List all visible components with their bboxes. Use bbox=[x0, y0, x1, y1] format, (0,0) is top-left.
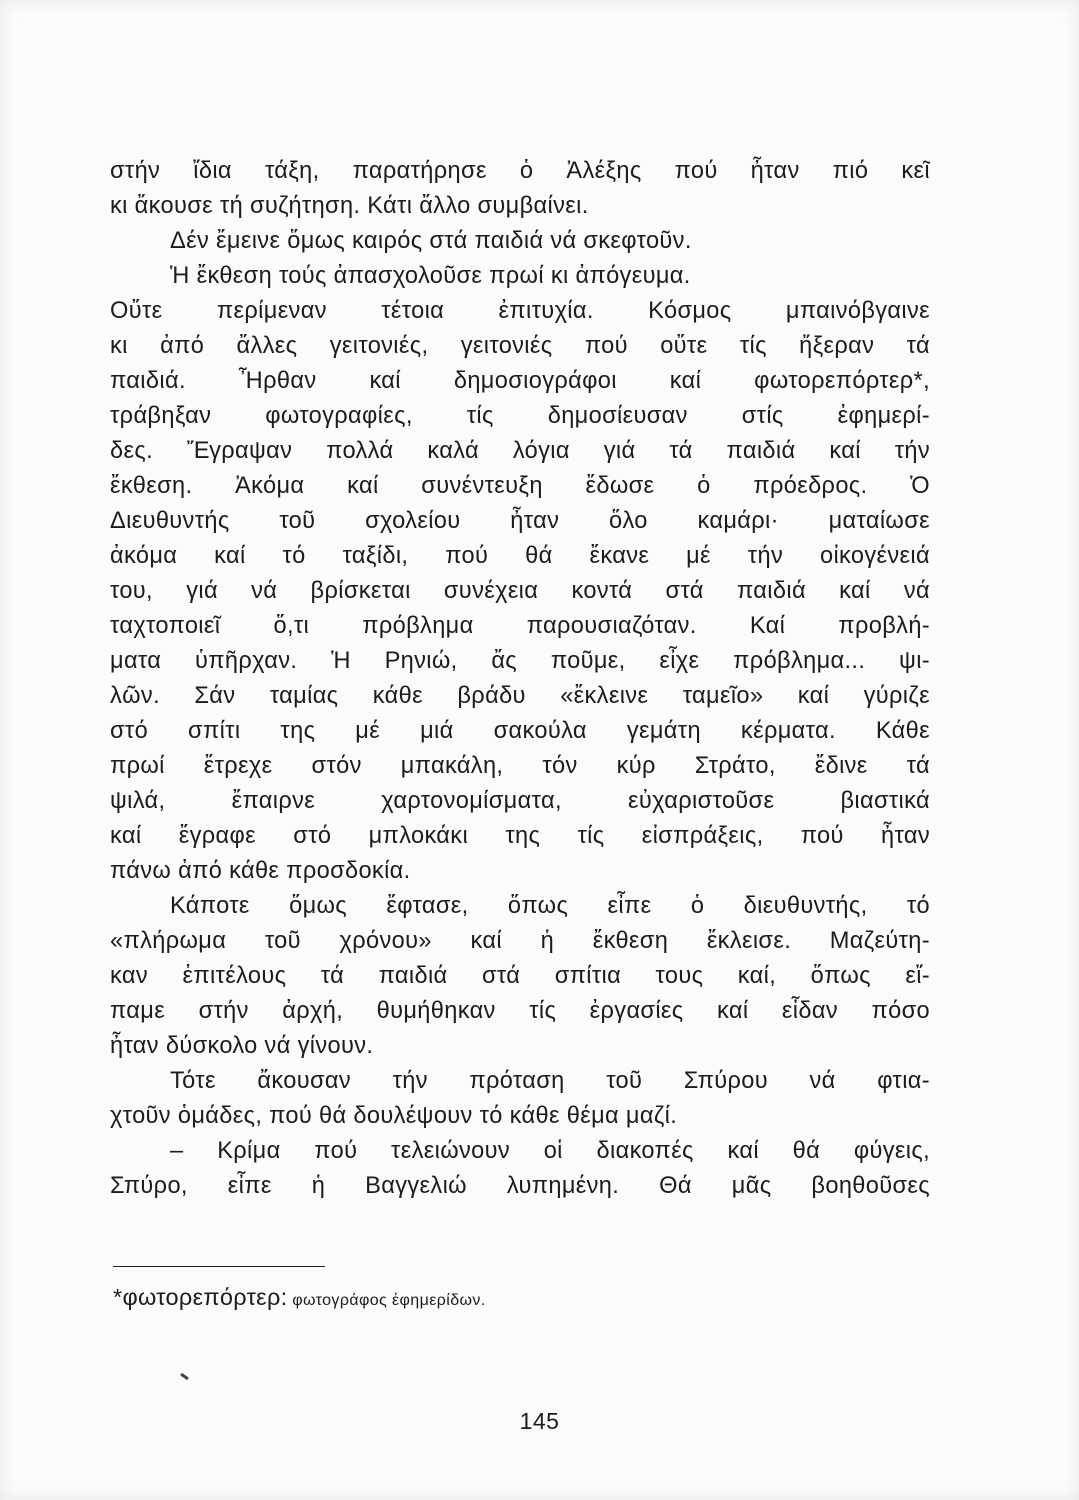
text-line: ψιλά, ἔπαιρνε χαρτονομίσματα, εὐχαριστοῦσε βιαστικά bbox=[110, 788, 930, 814]
text-line: ταχτοποιεῖ ὅ,τι πρόβλημα παρουσιαζόταν. Καί προβλή- bbox=[110, 613, 930, 639]
text-line: παιδιά. Ἦρθαν καί δημοσιογράφοι καί φωτορεπόρτερ*, bbox=[110, 368, 930, 394]
text-line: Κάποτε ὅμως ἔφτασε, ὅπως εἶπε ὁ διευθυντής, τό bbox=[170, 893, 930, 919]
text-line: ματα ὑπῆρχαν. Ἡ Ρηνιώ, ἄς ποῦμε, εἶχε πρόβλημα... ψι- bbox=[110, 648, 930, 674]
ink-speck bbox=[180, 1373, 189, 1381]
page-number: 145 bbox=[519, 1408, 560, 1434]
text-line: Ἡ ἔκθεση τούς ἀπασχολοῦσε πρωί κι ἀπόγευμα. bbox=[170, 263, 691, 289]
text-line: – Κρίμα πού τελειώνουν οἱ διακοπές καί θά φύγεις, bbox=[170, 1138, 930, 1164]
footnote-divider bbox=[113, 1266, 325, 1267]
text-line: λῶν. Σάν ταμίας κάθε βράδυ «ἔκλεινε ταμεῖο» καί γύριζε bbox=[110, 683, 930, 709]
text-line: παμε στήν ἀρχή, θυμήθηκαν τίς ἐργασίες καί εἶδαν πόσο bbox=[110, 998, 930, 1024]
footnote bbox=[113, 1284, 486, 1311]
text-line: του, γιά νά βρίσκεται συνέχεια κοντά στά παιδιά καί νά bbox=[110, 578, 930, 604]
text-line: Διευθυντής τοῦ σχολείου ἦταν ὅλο καμάρι· ματαίωσε bbox=[110, 508, 930, 534]
text-line: δες. Ἔγραψαν πολλά καλά λόγια γιά τά παιδιά καί τήν bbox=[110, 438, 930, 464]
text-line: Σπύρο, εἶπε ἡ Βαγγελιώ λυπημένη. Θά μᾶς βοηθοῦσες bbox=[110, 1173, 930, 1199]
text-line: ἔκθεση. Ἀκόμα καί συνέντευξη ἔδωσε ὁ πρόεδρος. Ὁ bbox=[110, 473, 930, 499]
footnote-definition: φωτογράφος ἐφημερίδων. bbox=[292, 1292, 486, 1309]
text-line: κι ἀπό ἄλλες γειτονιές, γειτονιές πού οὔτε τίς ἤξεραν τά bbox=[110, 333, 930, 359]
text-line: ἀκόμα καί τό ταξίδι, πού θά ἔκανε μέ τήν οἰκογένειά bbox=[110, 543, 930, 569]
body-text bbox=[110, 155, 930, 1205]
text-line: στήν ἴδια τάξη, παρατήρησε ὁ Ἀλέξης πού ἦταν πιό κεῖ bbox=[110, 158, 930, 184]
text-line: ἦταν δύσκολο νά γίνουν. bbox=[110, 1033, 374, 1059]
text-line: κι ἄκουσε τή συζήτηση. Κάτι ἄλλο συμβαίνει. bbox=[110, 193, 589, 219]
footnote-term: *φωτορεπόρτερ: bbox=[113, 1284, 288, 1310]
text-line: τράβηξαν φωτογραφίες, τίς δημοσίευσαν στίς ἐφημερί- bbox=[110, 403, 930, 429]
text-line: καί ἔγραφε στό μπλοκάκι της τίς εἰσπράξεις, πού ἦταν bbox=[110, 823, 930, 849]
text-line: Δέν ἔμεινε ὅμως καιρός στά παιδιά νά σκεφτοῦν. bbox=[170, 228, 692, 254]
text-line: χτοῦν ὁμάδες, πού θά δουλέψουν τό κάθε θέμα μαζί. bbox=[110, 1103, 678, 1129]
text-line: καν ἐπιτέλους τά παιδιά στά σπίτια τους καί, ὅπως εἴ- bbox=[110, 963, 930, 989]
text-line: πάνω ἀπό κάθε προσδοκία. bbox=[110, 858, 411, 884]
text-line: Οὔτε περίμεναν τέτοια ἐπιτυχία. Κόσμος μπαινόβγαινε bbox=[110, 298, 930, 324]
text-line: στό σπίτι της μέ μιά σακούλα γεμάτη κέρματα. Κάθε bbox=[110, 718, 930, 744]
text-line: πρωί ἔτρεχε στόν μπακάλη, τόν κύρ Στράτο, ἔδινε τά bbox=[110, 753, 930, 779]
text-line: «πλήρωμα τοῦ χρόνου» καί ἡ ἔκθεση ἔκλεισε. Μαζεύτη- bbox=[110, 928, 930, 954]
text-line: Τότε ἄκουσαν τήν πρόταση τοῦ Σπύρου νά φτια- bbox=[170, 1068, 930, 1094]
